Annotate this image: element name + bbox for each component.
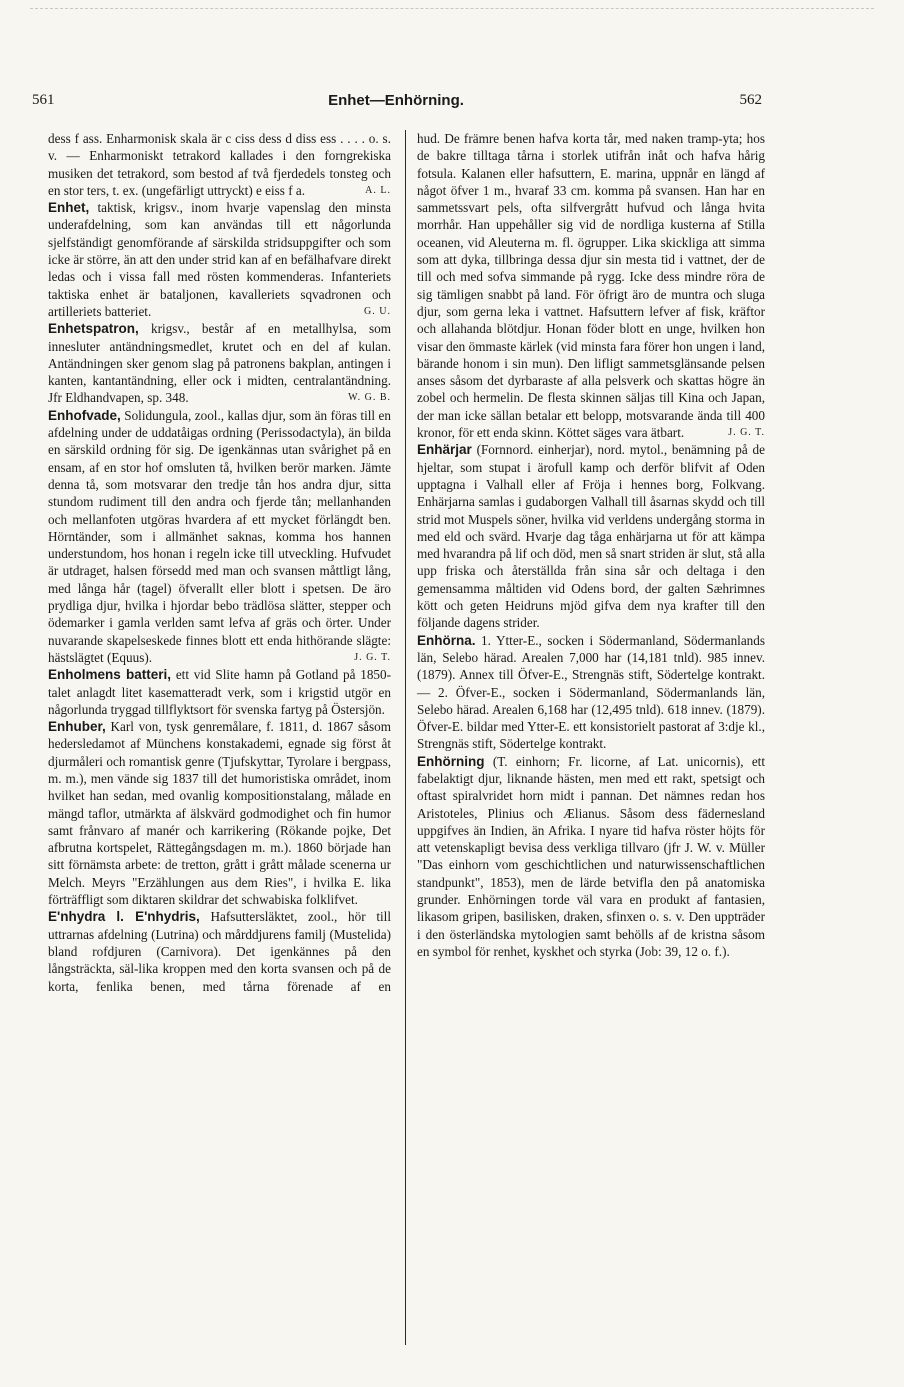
entry-headword: Enhetspatron, — [48, 321, 139, 337]
running-title: Enhet—Enhörning. — [328, 92, 464, 109]
entry-headword: Enhörna. — [417, 632, 476, 648]
entry-enhydra-continued — [417, 130, 765, 441]
right-column — [417, 130, 765, 960]
entry-signature: J. G. T. — [728, 427, 765, 439]
entry-text: dess f ass. Enharmonisk skala är c ciss dess d diss ess . . . . o. s. v. — Enharmoniskt tetrakord kallades i den forngrekiska musiken det tetrakord, som bestod af två fjerdedels tonsteg och en stor ters, t. ex. (ungefärligt uttryckt) e eiss f a. — [48, 131, 391, 198]
entry-enharmonisk — [48, 130, 391, 199]
entry-enhuber — [48, 718, 391, 908]
entry-headword: E'nhydra l. E'nhydris, — [48, 909, 200, 925]
entry-enhorna — [417, 632, 765, 753]
entry-signature: W. G. B. — [348, 392, 391, 404]
entry-headword: Enhet, — [48, 200, 90, 216]
entry-text: Hafsuttersläktet, zool., hör till uttrarnas afdelning (Lutrina) och mårddjurens familj (Mustelida) bland rofdjuren (Carnivora). Det igenkännes på den långsträckta, säl-lika kroppen med den korta svansen och på de korta, fenlika benen, med tårna förenade af en — [48, 909, 391, 994]
entry-signature: A. L. — [365, 184, 391, 196]
page-number-left: 561 — [32, 92, 55, 108]
entry-text: (T. einhorn; Fr. licorne, af Lat. unicornis), ett fabelaktigt djur, liknande hästen, men med ett rakt, spetsigt och oftast spiralvridet horn midt i pannan. Det nämnes redan hos Aristoteles, Plinius och Ælianus. Såsom dess fädernesland uppgifves än Indien, än Afrika. I nyare tid hafva röster höjts för att vetenskapligt bevisa dess verkliga tillvaro (jfr J. W. v. Müller "Das einhorn vom geschichtlichen und naturwissenschaftlichen standpunkt", 1853), men de lärde betvifla den på anatomiska grunder. Enhörningen torde väl vara en produkt af fantasien, likasom gripen, basilisken, draken, sfinxen o. s. v. Den uppträder i den österländska mytologien samt behölls af de kristna såsom en symbol för renhet, kyskhet och styrka (Job: 39, 12 o. f.). — [417, 753, 766, 959]
left-column — [48, 130, 391, 995]
page-number-right: 562 — [739, 92, 762, 108]
entry-headword: Enhärjar — [417, 442, 472, 458]
entry-text: Solidungula, zool., kallas djur, som än föras till en afdelning under de uddatåigas ordning (Perissodactyla), än bilda en särskild ordning för sig. De igenkännas utan svårighet på en ensam, af en stor hof omsluten tå, hvilken berör marken. Jämte denna tå, som motsvarar den tredje tån hos andra djur, sitta stundom rudiment till den andra och fjerde tån; mellanhanden och mellanfoten utgöras hvardera af ett mycket förlängdt ben. Hörntänder, som i allmänhet saknas, komma hos hannen understundom, hos honan i regeln icke till utveckling. Hufvudet är utdraget, halsen försedd med man och svansen måttligt lång, med långa hår (tagel) öfverallt eller blott i spetsen. De äro prydliga djur, hvilka i hjordar bebo trädlösa slätter, stepper och ödemarker i gamla verlden samt lefva af gräs och örter. Under nuvarande skapelseskede finnes blott ett enda hithörande slägte: hästslägtet (Equus). — [48, 407, 391, 665]
entry-enhorning — [417, 753, 765, 961]
entry-enhetspatron — [48, 320, 391, 406]
entry-enhofvade — [48, 407, 391, 666]
entry-headword: Enhofvade, — [48, 407, 121, 423]
entry-headword: Enholmens batteri, — [48, 667, 172, 683]
entry-enhet — [48, 199, 391, 320]
entry-enholmens-batteri — [48, 666, 391, 718]
page-header — [30, 92, 762, 114]
entry-signature: J. G. T. — [354, 651, 391, 663]
entry-enharjar — [417, 441, 765, 631]
entry-text: hud. De främre benen hafva korta tår, med naken tramp-yta; hos de bakre tilltaga tårna i storlek utifrån inåt och hafva hårig fotsula. Kalanen eller hafsuttern, E. marina, uppnår en längd af något öfver 1 m., hvaraf 33 cm. komma på svansen. Han har en sammetssvart pels, ofta silfvergrått hufvud och långa hvita morrhår. Han uppehåller sig vid de nordliga kusterna af Stilla oceanen, vid Aleuterna m. fl. ögrupper. Lika skickliga att simma som att dyka, tillbringa dessa djur sin mesta tid i vattnet, der de till och med sofva simmande på rygg. Icke dess mindre röra de sig tämligen snabbt på land. För öfrigt äro de muntra och sluga djur, som gerna leka i vattnet. Hafsuttern lefver af fisk, kräftor och allahanda blötdjur. Honan föder blott en unge, hvilken hon visar den ömmaste kärlek (vid minsta fara förer hon ungen i land, bärande honom i sin mun). Den lifligt sammetsglänsande pelsen anses såsom det dyrbaraste af alla pelsverk och skattas högre än zobel och hermelin. De flesta skinnen säljas till Kina och Japan, der man icke sällan betalar ett belopp, motsvarande ända till 400 kronor, för ett enda skinn. Köttet säges vara ätbart. — [417, 131, 765, 441]
entry-enhydra — [48, 908, 391, 994]
entry-text: Karl von, tysk genremålare, f. 1811, d. 1867 såsom hedersledamot af Münchens konstakademi, egnade sig först åt djurmåleri och romantisk genre (Tjufskyttar, Tyrolare i bergpass, m. m.), men vände sig 1837 till det humoristiska området, inom hvilket han sedan, med ovanlig kompositionstalang, målade en mängd taflor, utmärkta af älskvärd godmodighet och fin humor samt frånvaro af manér och karrikering (Rökande pojke, Det afbrutna kortspelet, Rättegångsdagen m. m.). 1860 började han sitt förnämsta arbete: de tretton, grått i grått målade scenerna ur Melch. Meyrs "Erzählungen aus dem Ries", i hvilka E. lika förträffligt som diktaren skildrar det schwabiska folklifvet. — [48, 719, 391, 908]
entry-text: (Fornnord. einherjar), nord. mytol., benämning på de hjeltar, som stupat i ärofull kamp och derför blifvit af Oden upptagna i Valhall eller af Fröja i hennes borg, Folkvang. Enhärjarna samlas i gudaborgen Valhall till åsarnas skydd och till strid mot Muspels söner, hvilka vid verldens undergång storma in med eld och svärd. Hvarje dag tåga enhärjarna ut för att kämpa med hvarandra på lif och död, men så snart striden är slut, stå alla upp friska och återställda från sina sår och deltaga i den gemensamma måltiden vid Odens bord, der galten Sæhrimnes kött och geten Heidruns mjöd gifva dem nya krafter till den följande dagens strider. — [417, 442, 765, 631]
entry-text: 1. Ytter-E., socken i Södermanland, Södermanlands län, Selebo härad. Arealen 7,000 har (14,181 tnld). 985 innev. (1879). Annex till Öfver-E., Strengnäs stift, Södertelge kontrakt. — 2. Öfver-E., socken i Södermanland, Södermanlands län, Selebo härad. Arealen 6,168 har (12,495 tnld). 618 innev. (1879). Öfver-E. bildar med Ytter-E. ett konsistorielt pastorat af 3:dje kl., Strengnäs stift, Södertelge kontrakt. — [417, 632, 766, 752]
column-divider — [405, 130, 406, 1345]
entry-text: krigsv., består af en metallhylsa, som innesluter antändningsmedlet, krutet och en del af kulan. Antändningen sker genom slag på patronens bakplan, antingen i kanten, kantantändning, eller ock i midten, centralantändning. Jfr Eldhandvapen, sp. 348. — [48, 321, 391, 406]
top-rule — [30, 8, 874, 10]
entry-text: taktisk, krigsv., inom hvarje vapenslag den minsta underafdelning, som kan användas till ett någorlunda sjelfständigt genomförande af särskilda stridsuppgifter och som icke är större, än att den under strid kan af en befälhafvare direkt ledas och i vissa fall med rösten kommenderas. Infanteriets taktiska enhet är bataljonen, kavalleriets sqvadronen och artilleriets batteriet. — [48, 200, 392, 319]
entry-headword: Enhuber, — [48, 719, 106, 735]
entry-signature: G. U. — [364, 305, 391, 317]
entry-headword: Enhörning — [417, 753, 485, 769]
entry-text: ett vid Slite hamn på Gotland på 1850-talet anlagdt litet kasematteradt verk, som i krigstid utgör en någorlunda tryggad tillflyktsort för svenska fartyg på Östersjön. — [48, 667, 391, 717]
